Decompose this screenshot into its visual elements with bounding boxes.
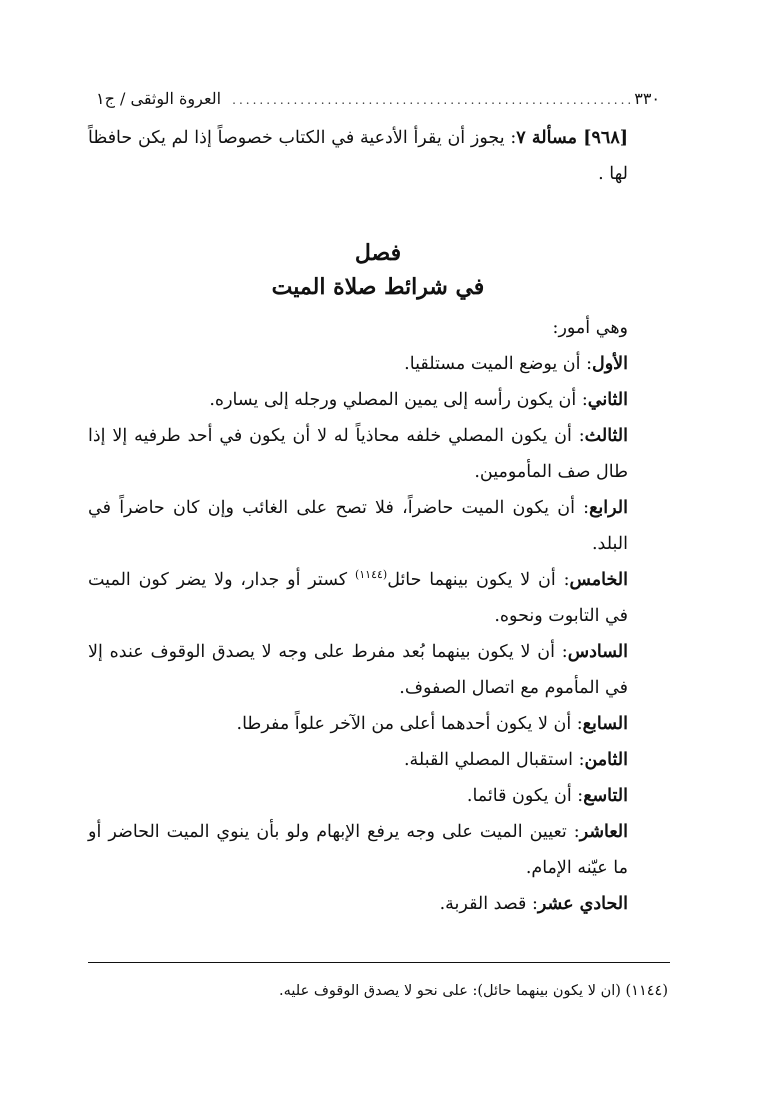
condition-7 xyxy=(88,706,668,742)
condition-4 xyxy=(88,490,668,562)
book-title: العروة الوثقى / ج١ xyxy=(96,89,222,108)
condition-label: الرابع xyxy=(589,498,628,518)
condition-6 xyxy=(88,634,668,706)
page-number: ٣٣٠ xyxy=(634,89,660,108)
condition-text: : قصد القربة. xyxy=(439,894,538,914)
condition-text-cont: كستر أو جدار، ولا يضر كون الميت في التابوت ونحوه. xyxy=(88,570,628,626)
footnote-divider xyxy=(88,962,670,963)
condition-label: السابع xyxy=(582,714,628,734)
issue-text: : يجوز أن يقرأ الأدعية في الكتاب خصوصاً إذا لم يكن حافظاً لها . xyxy=(88,128,628,184)
condition-label: الأول xyxy=(591,354,628,374)
section-title: فصل xyxy=(354,240,402,266)
condition-text: : تعيين الميت على وجه يرفع الإبهام ولو بأن ينوي الميت الحاضر أو ما عيّنه الإمام. xyxy=(88,822,628,878)
condition-11 xyxy=(88,886,668,922)
footnote: (١١٤٤) (ان لا يكون بينهما حائل): على نحو لا يصدق الوقوف عليه. xyxy=(279,983,668,999)
condition-label: التاسع xyxy=(583,786,628,806)
condition-label: السادس xyxy=(567,642,628,662)
issue-paragraph xyxy=(88,120,668,192)
condition-text: : أن يكون قائما. xyxy=(466,786,584,806)
condition-text: : استقبال المصلي القبلة. xyxy=(403,750,585,770)
condition-text: : أن يكون المصلي خلفه محاذياً له لا أن يكون في أحد طرفيه إلا إذا طال صف المأمومين. xyxy=(88,426,628,482)
section-subtitle: في شرائط صلاة الميت xyxy=(271,274,485,300)
condition-label: الحادي عشر xyxy=(537,894,628,914)
condition-label: الثالث xyxy=(584,426,628,446)
condition-8 xyxy=(88,742,668,778)
condition-text: : أن لا يكون بينهما بُعد مفرط على وجه لا يصدق الوقوف عنده إلا في المأموم مع اتصال الصفوف. xyxy=(88,642,628,698)
condition-label: الخامس xyxy=(569,570,628,590)
condition-text: : أن لا يكون بينهما حائل xyxy=(387,570,570,590)
condition-3 xyxy=(88,418,668,490)
condition-10 xyxy=(88,814,668,886)
issue-ref: [٩٦٨] مسألة ٧ xyxy=(516,128,629,148)
condition-9 xyxy=(88,778,668,814)
condition-text: : أن يوضع الميت مستلقيا. xyxy=(404,354,592,374)
condition-label: الثامن xyxy=(584,750,628,770)
page-body xyxy=(88,88,668,922)
condition-label: الثاني xyxy=(587,390,628,410)
condition-2 xyxy=(88,382,668,418)
condition-label: العاشر xyxy=(579,822,628,842)
footnote-ref[interactable]: (١١٤٤) xyxy=(354,568,388,582)
leader-dots: ........................................................... xyxy=(232,93,635,107)
condition-text: : أن يكون الميت حاضراً، فلا تصح على الغائب وإن كان حاضراً في البلد. xyxy=(88,498,628,554)
opening-line: وهي أمور: xyxy=(552,318,628,338)
condition-text: : أن يكون رأسه إلى يمين المصلي ورجله إلى يساره. xyxy=(209,390,588,410)
condition-5 xyxy=(88,562,668,634)
running-header xyxy=(88,88,668,112)
condition-1 xyxy=(88,346,668,382)
condition-text: : أن لا يكون أحدهما أعلى من الآخر علواً مفرطا. xyxy=(236,714,583,734)
